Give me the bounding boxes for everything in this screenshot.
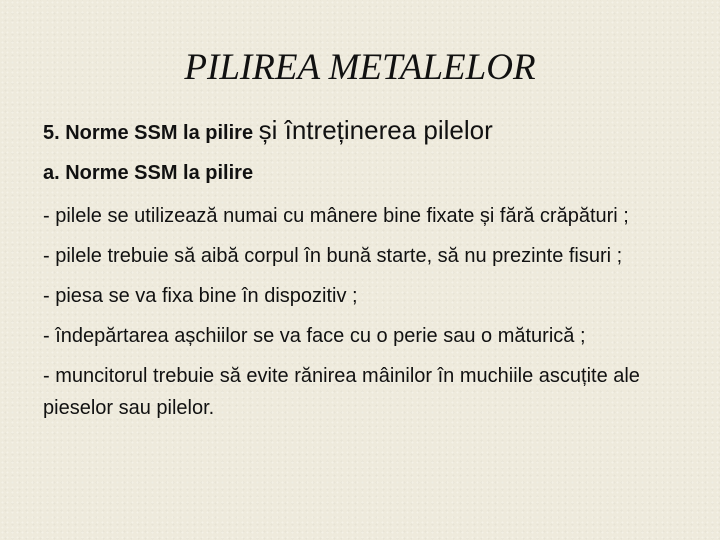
list-item: - pilele se utilizează numai cu mânere bine fixate și fără crăpături ; <box>43 205 629 227</box>
section-heading <box>43 112 493 153</box>
list-item: - pilele trebuie să aibă corpul în bună starte, să nu prezinte fisuri ; <box>43 245 623 267</box>
slide-title: PILIREA METALELOR <box>184 47 536 88</box>
rules-list <box>43 200 693 432</box>
subsection-heading: a. Norme SSM la pilire <box>43 162 254 184</box>
section-heading-part2: și întreținerea pilelor <box>258 115 493 145</box>
list-item: - îndepărtarea așchiilor se va face cu o perie sau o măturică ; <box>43 325 586 347</box>
list-item: - muncitorul trebuie să evite rănirea mâinilor în muchiile ascuțite ale pieselor sau pilelor. <box>43 365 640 419</box>
list-item: - piesa se va fixa bine în dispozitiv ; <box>43 285 358 307</box>
section-heading-part1: 5. Norme SSM la pilire <box>43 122 259 144</box>
